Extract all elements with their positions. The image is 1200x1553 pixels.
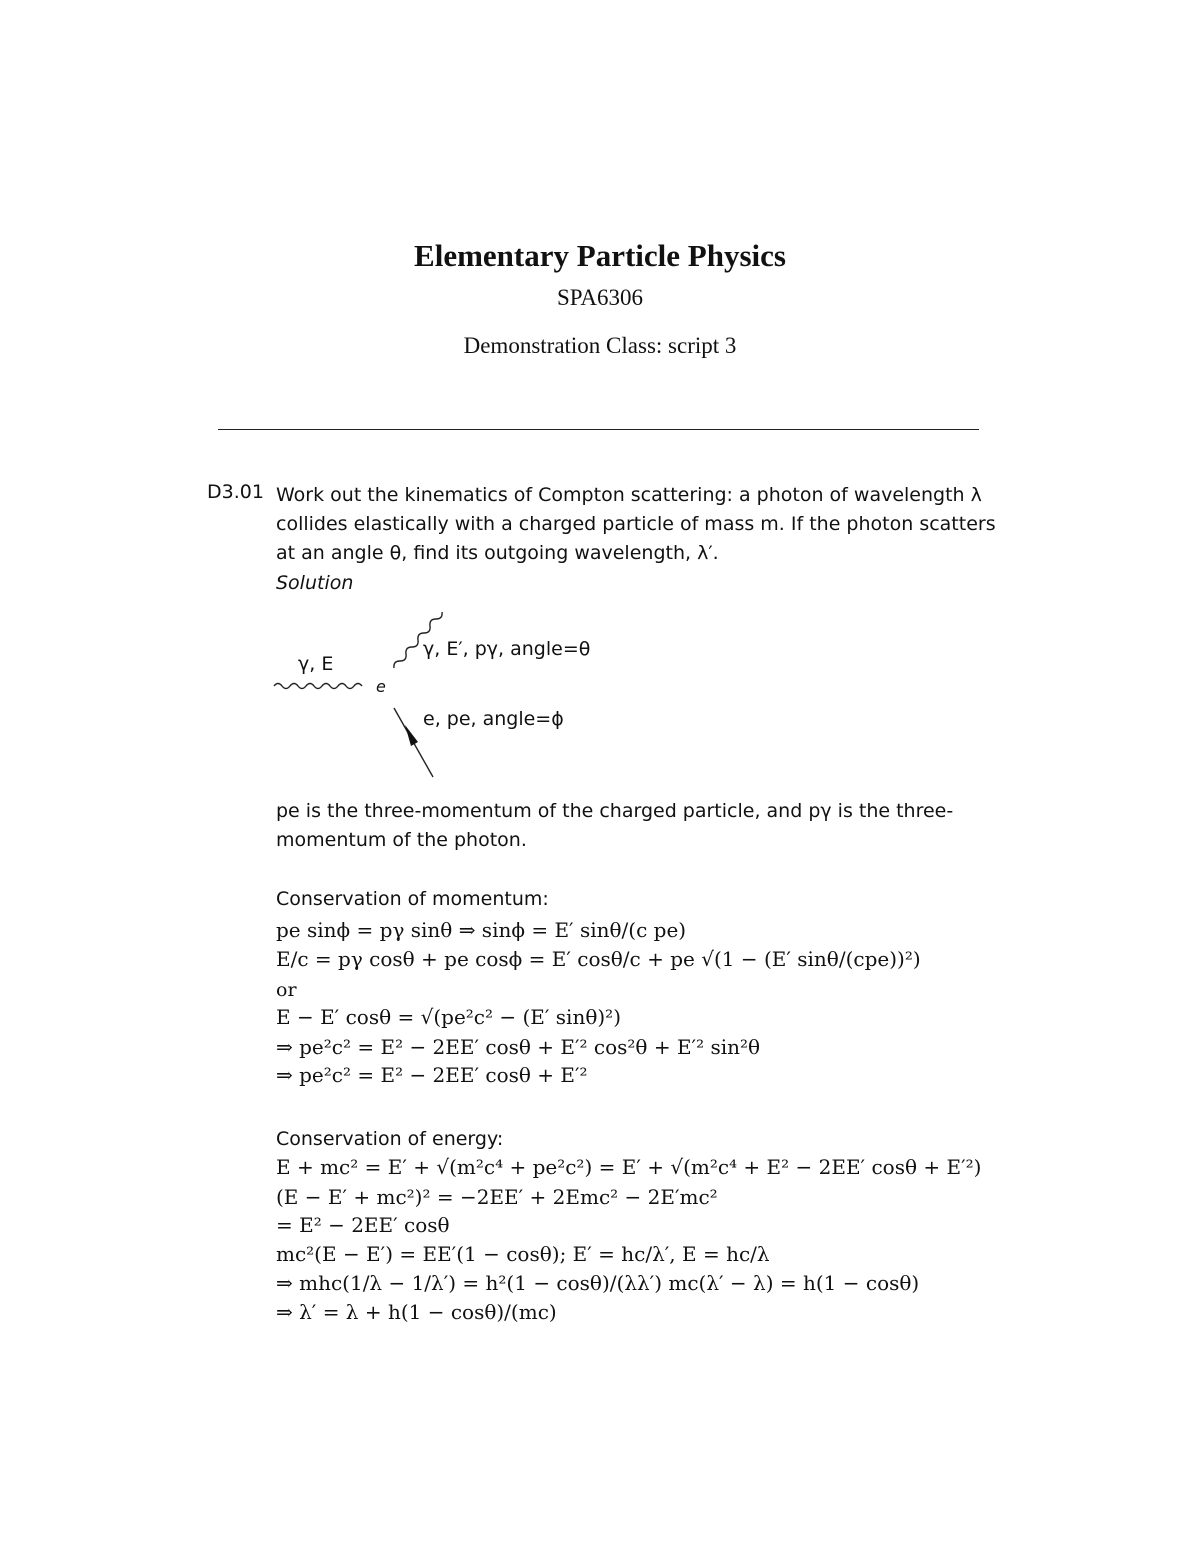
question-text: Work out the kinematics of Compton scattering: a photon of wavelength λ collides elastically with a charged particle of mass m. If the photon scatters at an angle θ, find its outgoing wavelength, λ′. (276, 484, 996, 564)
outgoing-electron-label: e, pe, angle=ϕ (423, 708, 564, 730)
energy-heading: Conservation of energy: (276, 1128, 504, 1150)
page-subtitle: Demonstration Class: script 3 (463, 333, 737, 358)
diagram-lines (266, 590, 626, 790)
momentum-heading: Conservation of momentum: (276, 888, 549, 910)
outgoing-photon-label: γ, E′, pγ, angle=θ (423, 638, 591, 660)
energy-line-5: ⇒ mhc(1/λ − 1/λ′) = h²(1 − cosθ)/(λλ′) mc(λ′ − λ) = h(1 − cosθ) (276, 1271, 920, 1295)
page-title: Elementary Particle Physics (414, 238, 786, 273)
explanation-paragraph: pe is the three-momentum of the charged particle, and pγ is the three-momentum of the photon. (276, 800, 954, 851)
energy-line-2: (E − E′ + mc²)² = −2EE′ + 2Emc² − 2E′mc² (276, 1185, 718, 1209)
solution-label: Solution (276, 572, 354, 594)
momentum-line-6: ⇒ pe²c² = E² − 2EE′ cosθ + E′² (276, 1063, 588, 1087)
momentum-line-4: E − E′ cosθ = √(pe²c² − (E′ sinθ)²) (276, 1005, 621, 1029)
momentum-line-2: E/c = pγ cosθ + pe cosϕ = E′ cosθ/c + pe √(1 − (E′ sinθ/(cpe))²) (276, 947, 921, 971)
electron-arrowhead (405, 725, 418, 746)
momentum-line-3: or (276, 979, 297, 1001)
energy-line-4: mc²(E − E′) = EE′(1 − cosθ); E′ = hc/λ′, E = hc/λ (276, 1242, 770, 1266)
header-divider (218, 429, 979, 430)
course-code: SPA6306 (556, 285, 644, 310)
energy-line-6: ⇒ λ′ = λ + h(1 − cosθ)/(mc) (276, 1300, 557, 1324)
energy-line-1: E + mc² = E′ + √(m²c⁴ + pe²c²) = E′ + √(m²c⁴ + E² − 2EE′ cosθ + E′²) (276, 1155, 982, 1179)
vertex-label: e (376, 677, 386, 696)
momentum-line-1: pe sinϕ = pγ sinθ ⇒ sinϕ = E′ sinθ/(c pe) (276, 918, 687, 942)
incoming-photon-label: γ, E (298, 653, 334, 675)
compton-diagram (266, 590, 626, 790)
momentum-line-5: ⇒ pe²c² = E² − 2EE′ cosθ + E′² cos²θ + E′² sin²θ (276, 1035, 761, 1059)
incoming-photon-line (274, 684, 362, 689)
energy-line-3: = E² − 2EE′ cosθ (276, 1213, 450, 1237)
question-number: D3.01 (207, 481, 264, 503)
